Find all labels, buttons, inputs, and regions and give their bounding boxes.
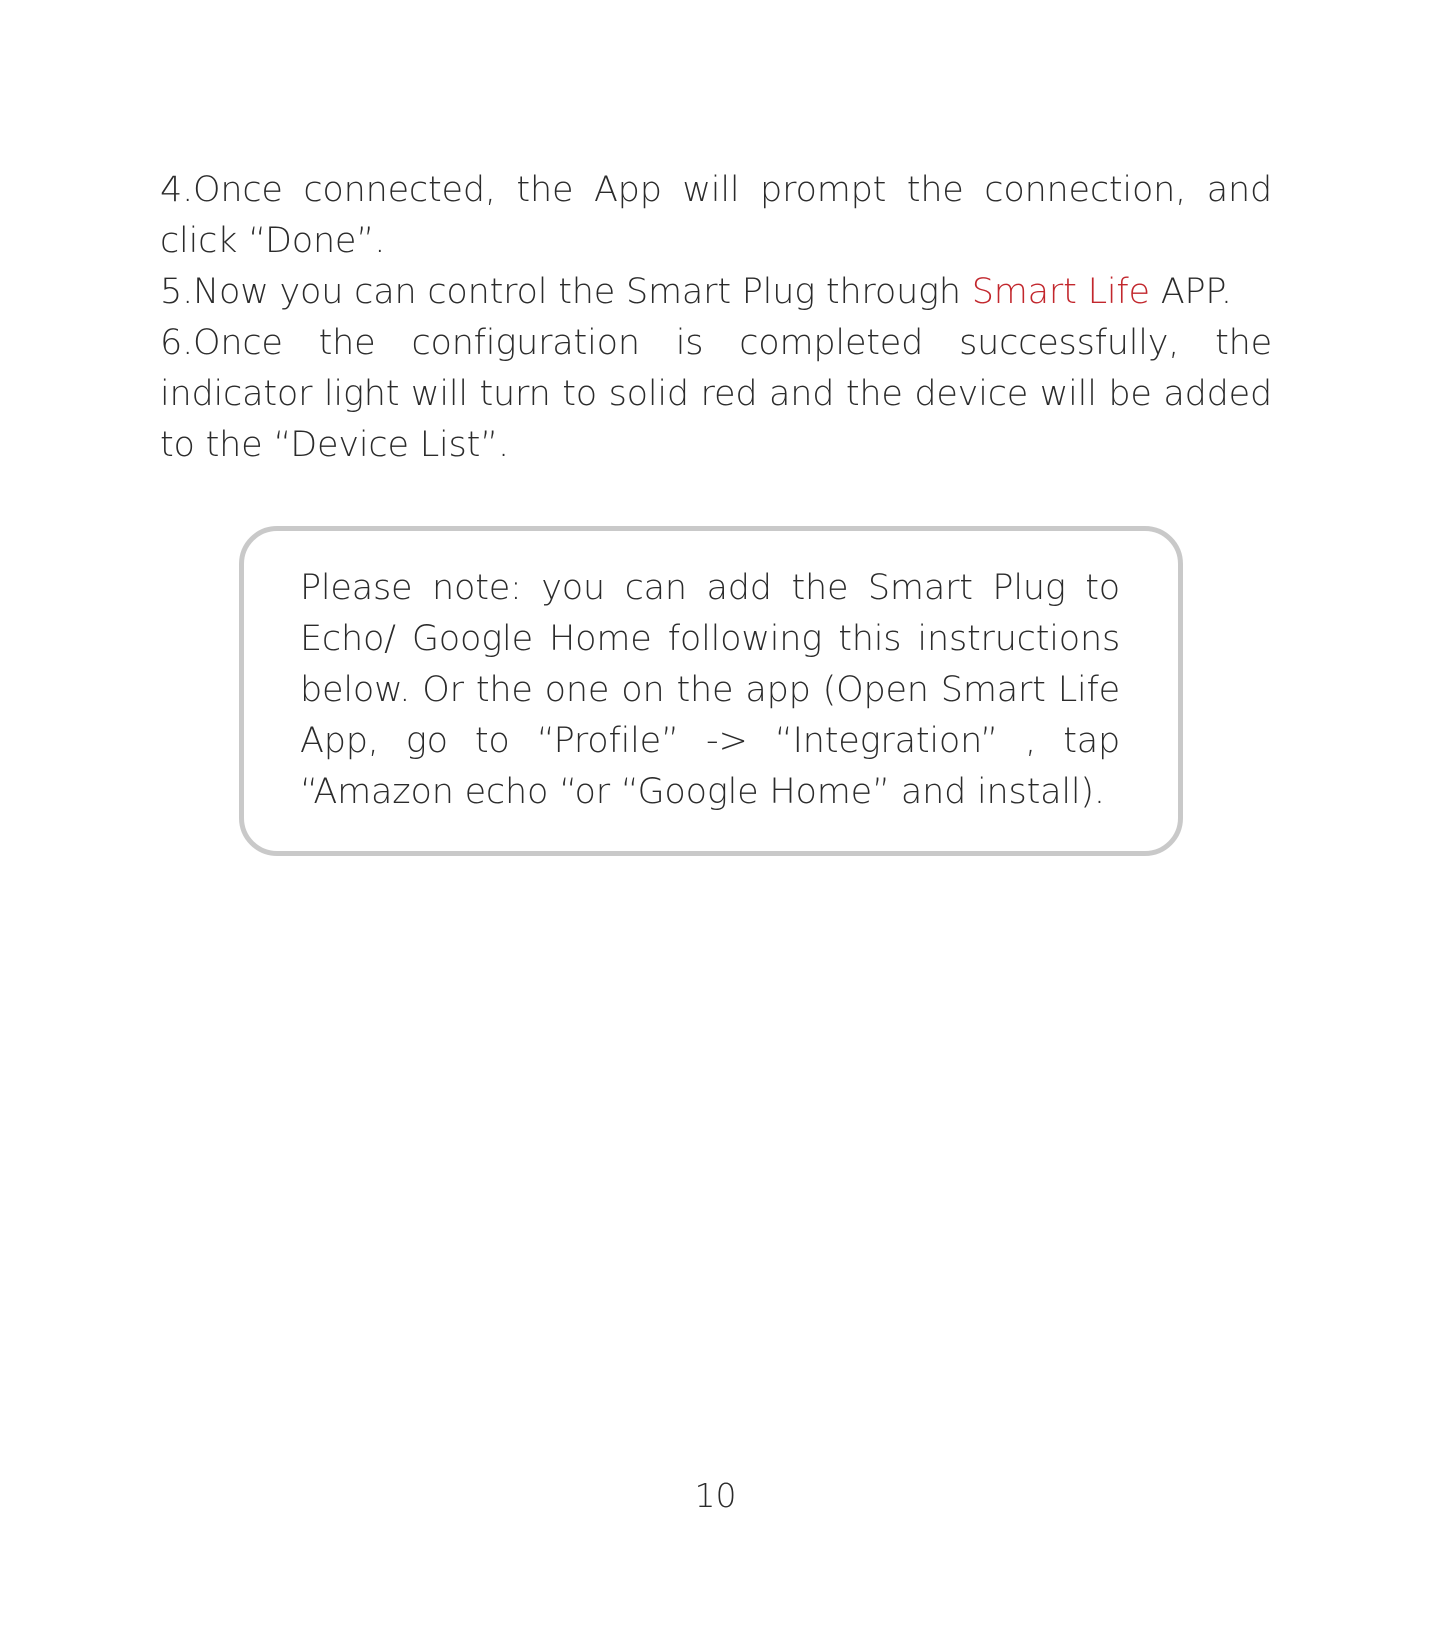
step-5: [160, 267, 1272, 318]
step-5-suffix: APP.: [1149, 272, 1232, 312]
smart-life-highlight: Smart Life: [971, 272, 1150, 312]
note-text: Please note: you can add the Smart Plug to Echo/ Google Home following this instructions below. Or the one on the app (Open Smart Life App, go to “Profile” -> “Integration” , tap “Amazon echo “or “Google Home” and install).: [300, 568, 1120, 812]
page-number: 10: [694, 1476, 737, 1515]
step-6: 6.Once the configuration is completed successfully, the indicator light will turn to solid red and the device will be added to the “Device List”.: [160, 323, 1272, 465]
step-5-text: 5.Now you can control the Smart Plug through: [160, 272, 972, 312]
instruction-steps: [160, 165, 1272, 471]
note-box: [239, 526, 1183, 856]
step-4: 4.Once connected, the App will prompt the connection, and click “Done”.: [160, 170, 1272, 261]
